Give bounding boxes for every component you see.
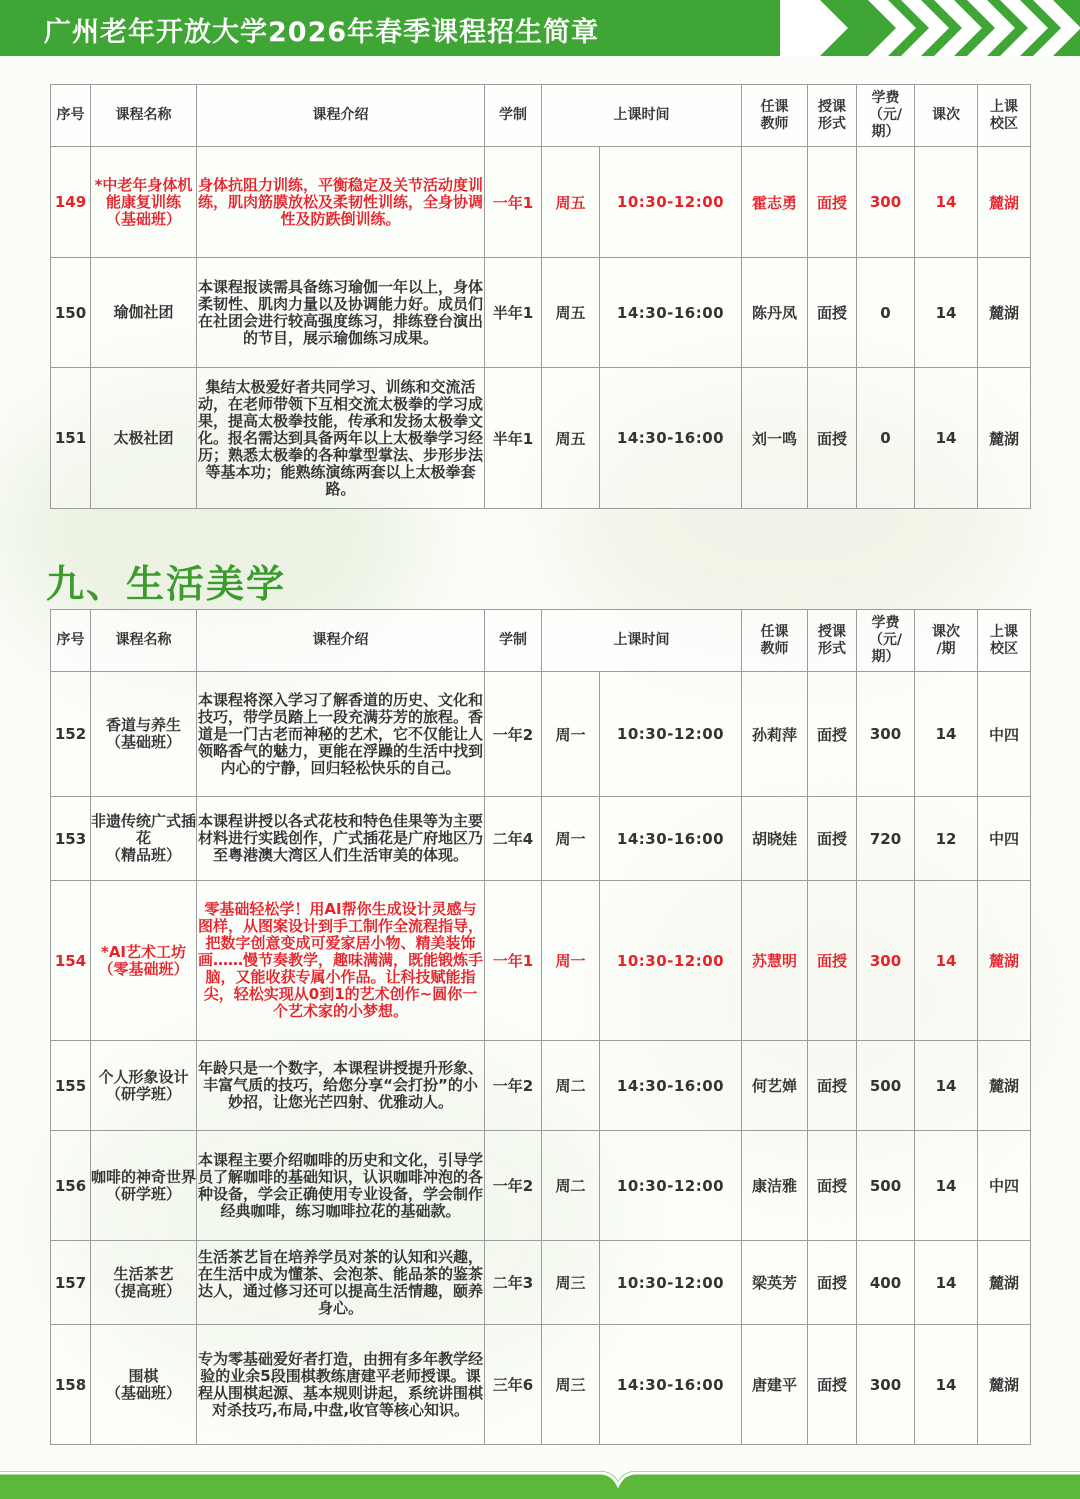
- class-time: 10:30-12:00: [600, 147, 742, 258]
- course-fee: 300: [857, 147, 915, 258]
- course-campus: 麓湖: [978, 1325, 1031, 1445]
- course-fee: 400: [857, 1241, 915, 1325]
- course-sessions: 14: [915, 881, 978, 1041]
- table-header-row: [51, 610, 1031, 672]
- class-time: 10:30-12:00: [600, 672, 742, 797]
- class-day: 周二: [542, 1041, 600, 1131]
- page-header: [0, 0, 1080, 56]
- course-number: 154: [51, 881, 91, 1041]
- course-length: 半年1: [485, 258, 542, 368]
- course-intro: 本课程报读需具备练习瑜伽一年以上，身体柔韧性、肌肉力量以及协调能力好。成员们在社团会进行较高强度练习，排练登台演出的节目，展示瑜伽练习成果。: [197, 258, 485, 368]
- course-number: 157: [51, 1241, 91, 1325]
- course-name: 咖啡的神奇世界 （研学班）: [91, 1131, 197, 1241]
- course-campus: 麓湖: [978, 147, 1031, 258]
- course-campus: 中四: [978, 1131, 1031, 1241]
- col-header-campus: 上课 校区: [978, 610, 1031, 672]
- class-time: 14:30-16:00: [600, 1041, 742, 1131]
- course-campus: 麓湖: [978, 368, 1031, 509]
- course-number: 151: [51, 368, 91, 509]
- table-row: [51, 881, 1031, 1041]
- course-name: 个人形象设计 （研学班）: [91, 1041, 197, 1131]
- course-teacher: 陈丹凤: [742, 258, 808, 368]
- course-length: 三年6: [485, 1325, 542, 1445]
- class-time: 10:30-12:00: [600, 1131, 742, 1241]
- course-name: 围棋 （基础班）: [91, 1325, 197, 1445]
- class-day: 周一: [542, 672, 600, 797]
- table-header-row: [51, 85, 1031, 147]
- table-row: [51, 672, 1031, 797]
- col-header-fee: 学费 （元/ 期）: [857, 85, 915, 147]
- course-campus: 麓湖: [978, 1041, 1031, 1131]
- course-number: 149: [51, 147, 91, 258]
- course-number: 152: [51, 672, 91, 797]
- course-campus: 麓湖: [978, 258, 1031, 368]
- course-length: 半年1: [485, 368, 542, 509]
- class-day: 周一: [542, 881, 600, 1041]
- course-sessions: 14: [915, 368, 978, 509]
- course-campus: 麓湖: [978, 1241, 1031, 1325]
- col-header-mode: 授课 形式: [808, 85, 857, 147]
- class-time: 10:30-12:00: [600, 1241, 742, 1325]
- col-header-length: 学制: [485, 85, 542, 147]
- course-length: 一年2: [485, 1041, 542, 1131]
- course-intro: 生活茶艺旨在培养学员对茶的认知和兴趣，在生活中成为懂茶、会泡茶、能品茶的鉴茶达人，通过修习还可以提高生活情趣，颐养身心。: [197, 1241, 485, 1325]
- course-length: 二年3: [485, 1241, 542, 1325]
- course-intro: 年龄只是一个数字，本课程讲授提升形象、丰富气质的技巧，给您分享“会打扮”的小妙招，让您光芒四射、优雅动人。: [197, 1041, 485, 1131]
- course-sessions: 14: [915, 1325, 978, 1445]
- teaching-mode: 面授: [808, 672, 857, 797]
- course-name: 太极社团: [91, 368, 197, 509]
- course-table-life-aesthetics: [50, 609, 1031, 1445]
- col-header-sessions: 课次 /期: [915, 610, 978, 672]
- class-time: 14:30-16:00: [600, 797, 742, 881]
- course-number: 153: [51, 797, 91, 881]
- course-sessions: 14: [915, 147, 978, 258]
- course-name: *AI艺术工坊 （零基础班）: [91, 881, 197, 1041]
- section-title: 九、生活美学: [46, 562, 287, 606]
- course-intro: 专为零基础爱好者打造，由拥有多年教学经验的业余5段围棋教练唐建平老师授课。课程从围棋起源、基本规则讲起，系统讲围棋对杀技巧,布局,中盘,收官等核心知识。: [197, 1325, 485, 1445]
- course-fee: 500: [857, 1041, 915, 1131]
- teaching-mode: 面授: [808, 258, 857, 368]
- class-time: 10:30-12:00: [600, 881, 742, 1041]
- col-header-fee: 学费 （元/ 期）: [857, 610, 915, 672]
- course-teacher: 孙莉萍: [742, 672, 808, 797]
- col-header-length: 学制: [485, 610, 542, 672]
- class-time: 14:30-16:00: [600, 1325, 742, 1445]
- course-number: 156: [51, 1131, 91, 1241]
- course-fee: 300: [857, 881, 915, 1041]
- course-intro: 零基础轻松学！用AI帮你生成设计灵感与图样，从图案设计到手工制作全流程指导，把数字创意变成可爱家居小物、精美装饰画……慢节奏教学，趣味满满，既能锻炼手脑，又能收获专属小作品。让科技赋能指尖，轻松实现从0到1的艺术创作~圆你一个艺术家的小梦想。: [197, 881, 485, 1041]
- course-table-fitness: [50, 84, 1031, 509]
- class-day: 周五: [542, 368, 600, 509]
- course-teacher: 霍志勇: [742, 147, 808, 258]
- course-intro: 本课程讲授以各式花枝和特色佳果等为主要材料进行实践创作，广式插花是广府地区乃至粤港澳大湾区人们生活审美的体现。: [197, 797, 485, 881]
- course-teacher: 刘一鸣: [742, 368, 808, 509]
- course-teacher: 梁英芳: [742, 1241, 808, 1325]
- course-intro: 身体抗阻力训练，平衡稳定及关节活动度训练，肌肉筋膜放松及柔韧性训练，全身协调性及防跌倒训练。: [197, 147, 485, 258]
- course-fee: 720: [857, 797, 915, 881]
- teaching-mode: 面授: [808, 1241, 857, 1325]
- course-teacher: 胡晓娃: [742, 797, 808, 881]
- course-number: 155: [51, 1041, 91, 1131]
- course-sessions: 14: [915, 672, 978, 797]
- col-header-name: 课程名称: [91, 85, 197, 147]
- course-campus: 中四: [978, 672, 1031, 797]
- header-stripes-decoration: [780, 0, 1080, 56]
- course-number: 150: [51, 258, 91, 368]
- footer-notch-decoration: [0, 1465, 1080, 1499]
- course-teacher: 唐建平: [742, 1325, 808, 1445]
- class-day: 周三: [542, 1241, 600, 1325]
- course-length: 一年1: [485, 881, 542, 1041]
- course-teacher: 苏慧明: [742, 881, 808, 1041]
- col-header-teacher: 任课 教师: [742, 610, 808, 672]
- course-teacher: 康洁雅: [742, 1131, 808, 1241]
- course-fee: 300: [857, 1325, 915, 1445]
- table-row: [51, 1325, 1031, 1445]
- col-header-intro: 课程介绍: [197, 85, 485, 147]
- course-fee: 0: [857, 258, 915, 368]
- course-number: 158: [51, 1325, 91, 1445]
- course-length: 二年4: [485, 797, 542, 881]
- table-row: [51, 147, 1031, 258]
- course-name: 香道与养生 （基础班）: [91, 672, 197, 797]
- course-sessions: 14: [915, 1041, 978, 1131]
- class-day: 周一: [542, 797, 600, 881]
- teaching-mode: 面授: [808, 1131, 857, 1241]
- course-campus: 麓湖: [978, 881, 1031, 1041]
- table-row: [51, 1041, 1031, 1131]
- col-header-mode: 授课 形式: [808, 610, 857, 672]
- class-time: 14:30-16:00: [600, 258, 742, 368]
- table-row: [51, 368, 1031, 509]
- course-intro: 本课程将深入学习了解香道的历史、文化和技巧，带学员踏上一段充满芬芳的旅程。香道是一门古老而神秘的艺术，它不仅能让人领略香气的魅力，更能在浮躁的生活中找到内心的宁静，回归轻松快乐的自己。: [197, 672, 485, 797]
- course-length: 一年2: [485, 1131, 542, 1241]
- col-header-campus: 上课 校区: [978, 85, 1031, 147]
- col-header-no: 序号: [51, 85, 91, 147]
- course-campus: 中四: [978, 797, 1031, 881]
- col-header-sessions: 课次: [915, 85, 978, 147]
- teaching-mode: 面授: [808, 881, 857, 1041]
- col-header-teacher: 任课 教师: [742, 85, 808, 147]
- col-header-intro: 课程介绍: [197, 610, 485, 672]
- course-length: 一年2: [485, 672, 542, 797]
- course-name: 瑜伽社团: [91, 258, 197, 368]
- course-intro: 本课程主要介绍咖啡的历史和文化，引导学员了解咖啡的基础知识，认识咖啡冲泡的各种设备，学会正确使用专业设备，学会制作经典咖啡，练习咖啡拉花的基础款。: [197, 1131, 485, 1241]
- class-time: 14:30-16:00: [600, 368, 742, 509]
- course-teacher: 何艺婵: [742, 1041, 808, 1131]
- course-name: 非遗传统广式插花 （精品班）: [91, 797, 197, 881]
- course-sessions: 14: [915, 1241, 978, 1325]
- course-length: 一年1: [485, 147, 542, 258]
- table-row: [51, 1241, 1031, 1325]
- teaching-mode: 面授: [808, 1325, 857, 1445]
- class-day: 周五: [542, 147, 600, 258]
- page-title: 广州老年开放大学2026年春季课程招生简章: [44, 17, 600, 48]
- col-header-no: 序号: [51, 610, 91, 672]
- teaching-mode: 面授: [808, 797, 857, 881]
- course-name: 生活茶艺 （提高班）: [91, 1241, 197, 1325]
- teaching-mode: 面授: [808, 368, 857, 509]
- teaching-mode: 面授: [808, 147, 857, 258]
- col-header-time: 上课时间: [542, 85, 742, 147]
- course-fee: 300: [857, 672, 915, 797]
- class-day: 周五: [542, 258, 600, 368]
- table-row: [51, 797, 1031, 881]
- col-header-name: 课程名称: [91, 610, 197, 672]
- col-header-time: 上课时间: [542, 610, 742, 672]
- course-sessions: 14: [915, 1131, 978, 1241]
- class-day: 周二: [542, 1131, 600, 1241]
- teaching-mode: 面授: [808, 1041, 857, 1131]
- class-day: 周三: [542, 1325, 600, 1445]
- course-name: *中老年身体机能康复训练 （基础班）: [91, 147, 197, 258]
- course-fee: 500: [857, 1131, 915, 1241]
- course-sessions: 14: [915, 258, 978, 368]
- table-row: [51, 258, 1031, 368]
- page-footer: [0, 1465, 1080, 1499]
- table-row: [51, 1131, 1031, 1241]
- course-intro: 集结太极爱好者共同学习、训练和交流活动，在老师带领下互相交流太极拳的学习成果，提高太极拳技能，传承和发扬太极拳文化。报名需达到具备两年以上太极拳学习经历；熟悉太极拳的各种掌型掌法、步形步法等基本功；能熟练演练两套以上太极拳套路。: [197, 368, 485, 509]
- course-sessions: 12: [915, 797, 978, 881]
- course-fee: 0: [857, 368, 915, 509]
